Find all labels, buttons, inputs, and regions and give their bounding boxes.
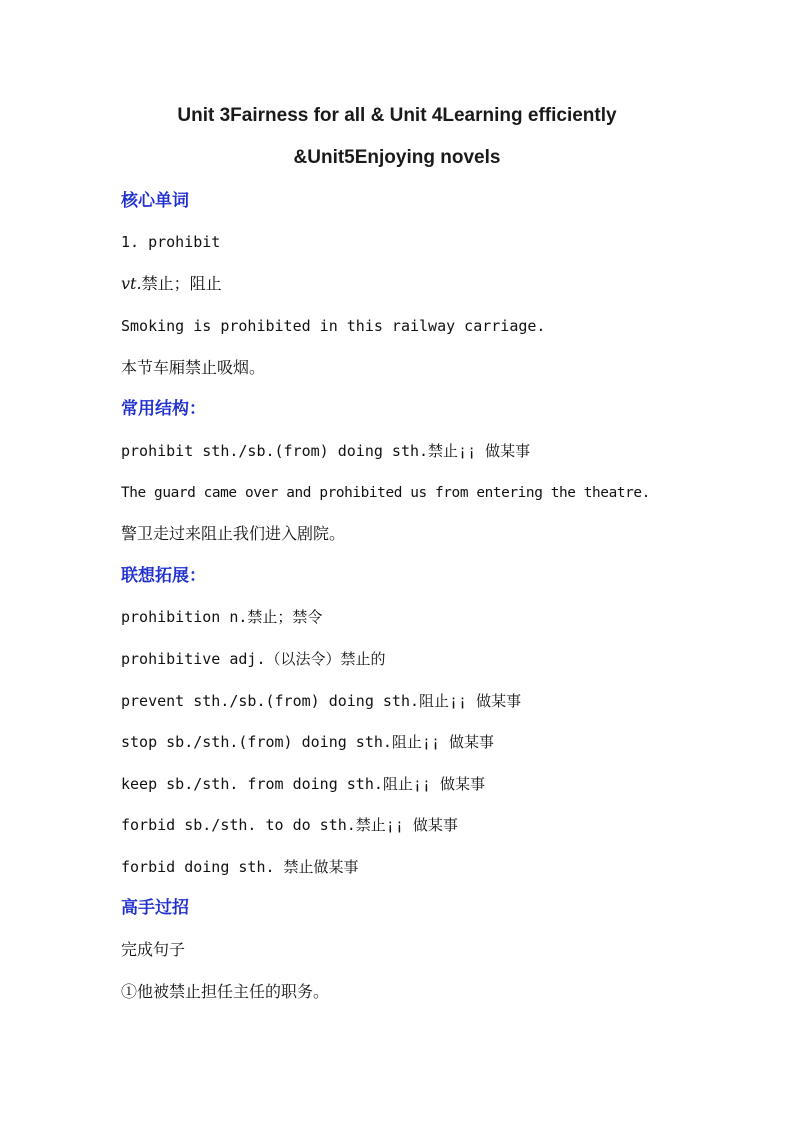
example-sentence-zh: 本节车厢禁止吸烟。 [121,358,266,377]
section-heading-practice: 高手过招 [121,898,189,918]
word-meaning: 禁止；阻止 [141,274,222,293]
extension-item: forbid doing sth. 禁止做某事 [121,858,359,876]
exercise-instruction: 完成句子 [121,940,186,959]
structure-example-zh: 警卫走过来阻止我们进入剧院。 [121,524,346,543]
structure-pattern: prohibit sth./sb.(from) doing sth.禁止¡¡ 做某事 [121,442,531,460]
document-title-line-1: Unit 3Fairness for all & Unit 4Learning efficiently [177,105,617,126]
document-title-line-2: &Unit5Enjoying novels [293,147,501,168]
section-heading-common-structure: 常用结构： [121,399,206,419]
word-definition [121,273,741,295]
structure-example-en: The guard came over and prohibited us from entering the theatre. [121,485,650,501]
section-heading-association: 联想拓展： [121,566,206,586]
word-entry: 1. prohibit [121,233,221,251]
extension-item: prevent sth./sb.(from) doing sth.阻止¡¡ 做某事 [121,692,522,710]
extension-item: forbid sb./sth. to do sth.禁止¡¡ 做某事 [121,816,458,834]
section-heading-core-words: 核心单词 [121,191,189,211]
part-of-speech: vt. [121,274,142,293]
extension-item: prohibitive adj.（以法令）禁止的 [121,650,386,668]
exercise-question-1: ①他被禁止担任主任的职务。 [121,982,330,1001]
extension-item: prohibition n.禁止；禁令 [121,608,323,626]
extension-item: stop sb./sth.(from) doing sth.阻止¡¡ 做某事 [121,733,495,751]
extension-item: keep sb./sth. from doing sth.阻止¡¡ 做某事 [121,775,485,793]
example-sentence-en: Smoking is prohibited in this railway carriage. [121,317,546,335]
